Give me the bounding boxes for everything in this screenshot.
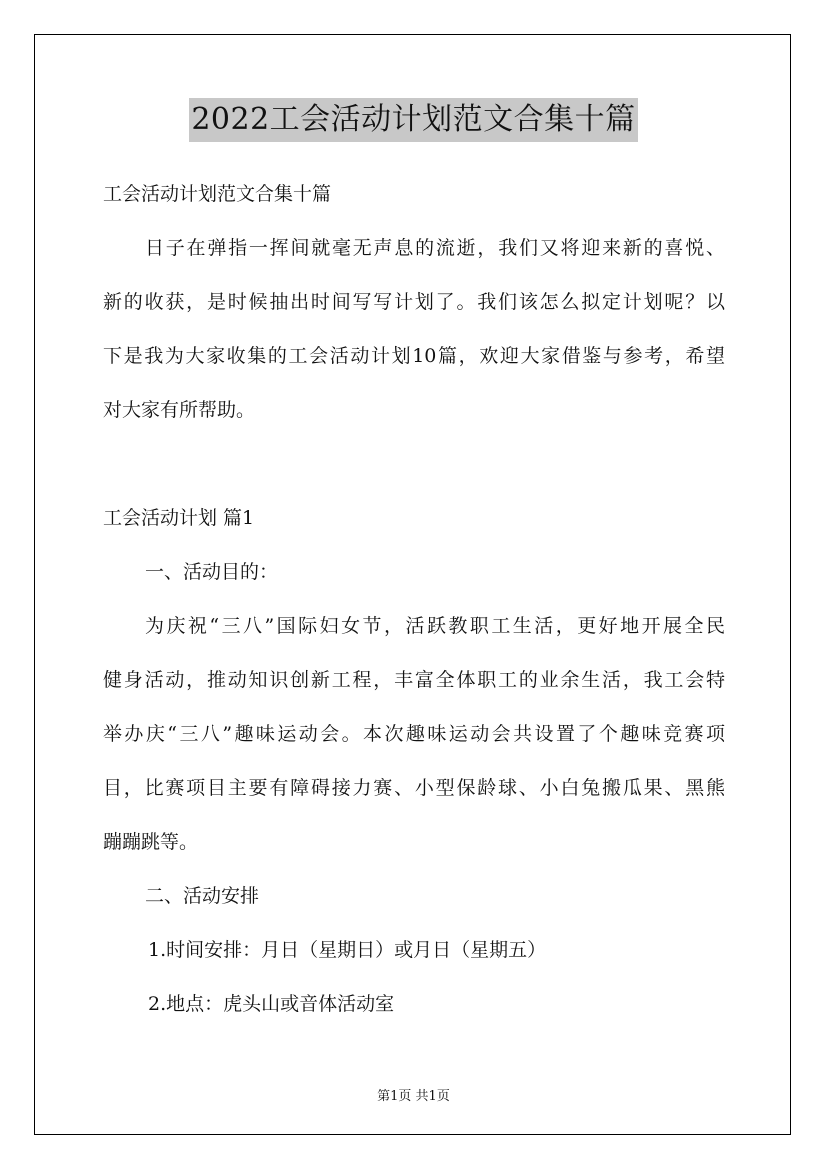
part1-heading: 一、活动目的： <box>145 561 279 583</box>
document-title: 2022工会活动计划范文合集十篇 <box>189 98 637 142</box>
section-heading: 工会活动计划 篇1 <box>103 507 255 529</box>
intro-paragraph-line: 下是我为大家收集的工会活动计划10篇，欢迎大家借鉴与参考，希望 <box>103 345 725 367</box>
document-subtitle: 工会活动计划范文合集十篇 <box>103 183 332 205</box>
part1-paragraph-line: 目，比赛项目主要有障碍接力赛、小型保龄球、小白兔搬瓜果、黑熊 <box>103 777 725 799</box>
page-footer: 第1页 共1页 <box>377 1089 450 1104</box>
part1-paragraph-line: 举办庆“三八”趣味运动会。本次趣味运动会共设置了个趣味竞赛项 <box>103 723 725 745</box>
intro-paragraph-line: 日子在弹指一挥间就毫无声息的流逝，我们又将迎来新的喜悦、 <box>145 237 725 259</box>
intro-paragraph-line: 新的收获，是时候抽出时间写写计划了。我们该怎么拟定计划呢？以 <box>103 291 725 313</box>
part2-item: 2.地点：虎头山或音体活动室 <box>148 993 395 1015</box>
intro-paragraph-line: 对大家有所帮助。 <box>103 399 256 421</box>
part2-heading: 二、活动安排 <box>145 885 260 907</box>
part1-paragraph-line: 蹦蹦跳等。 <box>103 831 199 853</box>
part1-paragraph-line: 健身活动，推动知识创新工程，丰富全体职工的业余生活，我工会特 <box>103 669 725 691</box>
title-container <box>0 98 827 142</box>
part2-item: 1.时间安排：月日（星期日）或月日（星期五） <box>148 939 547 961</box>
part1-paragraph-line: 为庆祝“三八”国际妇女节，活跃教职工生活，更好地开展全民 <box>145 615 725 637</box>
